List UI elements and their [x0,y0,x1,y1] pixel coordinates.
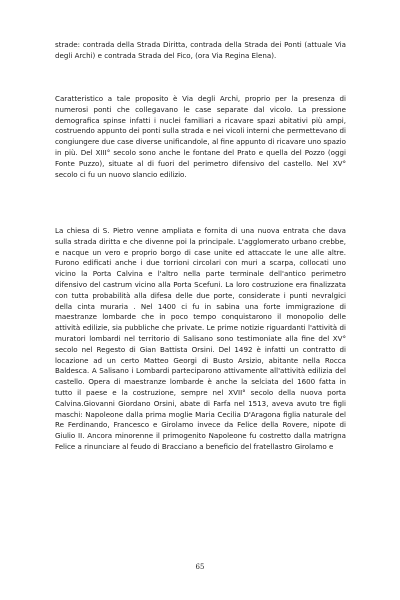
page-number: 65 [195,563,205,571]
paragraph-chiesa-san-pietro: La chiesa di S. Pietro venne ampliata e fornita di una nuova entrata che dava sulla strada diritta e che divenne poi la principale. L'agglomerato urbano crebbe, e nacque un vero e proprio borgo di case unite ed attaccate le une alle altre. Furono edificati anche i due torrioni circolari con muri a scarpa, collocati uno vicino la Porta Calvina e l'altro nella parte terminale dell'antico perimetro difensivo del castrum vicino alla Porta Scefuni. La loro costruzione era finalizzata con tutta probabilità alla difesa delle due porte, considerate i punti nevralgici della cinta muraria . Nel 1400 ci fu in sabina una forte immigrazione di maestranze lombarde che in poco tempo conquistarono il monopolio delle attività edilizie, sia pubbliche che private. Le prime notizie riguardanti l'attività di muratori lombardi nel territorio di Salisano sono testimoniate alla fine del XV° secolo nel Regesto di Gian Battista Orsini. Del 1492 è infatti un contratto di locazione ad un certo Matteo Georgi di Busto Arsizio, abitante nella Rocca Baldesca. A Salisano i Lombardi parteciparono attivamente all'attività edilizia del castello. Opera di maestranze lombarde è anche la selciata del 1600 fatta in tutto il paese e la costruzione, sempre nel XVII° secolo della nuova porta Calvina.Giovanni Giordano Orsini, abate di Farfa nel 1513, aveva avuto tre figli maschi: Napoleone dalla prima moglie Maria Cecilia D'Aragona figlia naturale del Re Ferdinando, Francesco e Girolamo invece da Felice della Rovere, nipote di Giulio II. Ancora minorenne il primogenito Napoleone fu costretto dalla matrigna Felice a rinunciare al feudo di Bracciano a beneficio del fratellastro Girolamo e [55,226,346,451]
paragraph-via-degli-archi: Caratteristico a tale proposito è Via degli Archi, proprio per la presenza di numerosi ponti che collegavano le case separate dal vicolo. La pressione demografica spinse infatti i nuclei familiari a ricavare spazi abitativi più ampi, costruendo appunto dei ponti sulla strada e nei vicoli interni che permettevano di congiungere due case diverse unificandole, al fine appunto di ricavare uno spazio in più. Del XIII° secolo sono anche le fontane del Prato e quella del Pozzo (oggi Fonte Puzzo), situate al di fuori del perimetro difensivo del castello. Nel XV° secolo ci fu un nuovo slancio edilizio. [55,94,346,179]
paragraph-streets: strade: contrada della Strada Diritta, contrada della Strada dei Ponti (attuale Via degli Archi) e contrada Strada del Fico, (ora Via Regina Elena). [55,40,346,60]
